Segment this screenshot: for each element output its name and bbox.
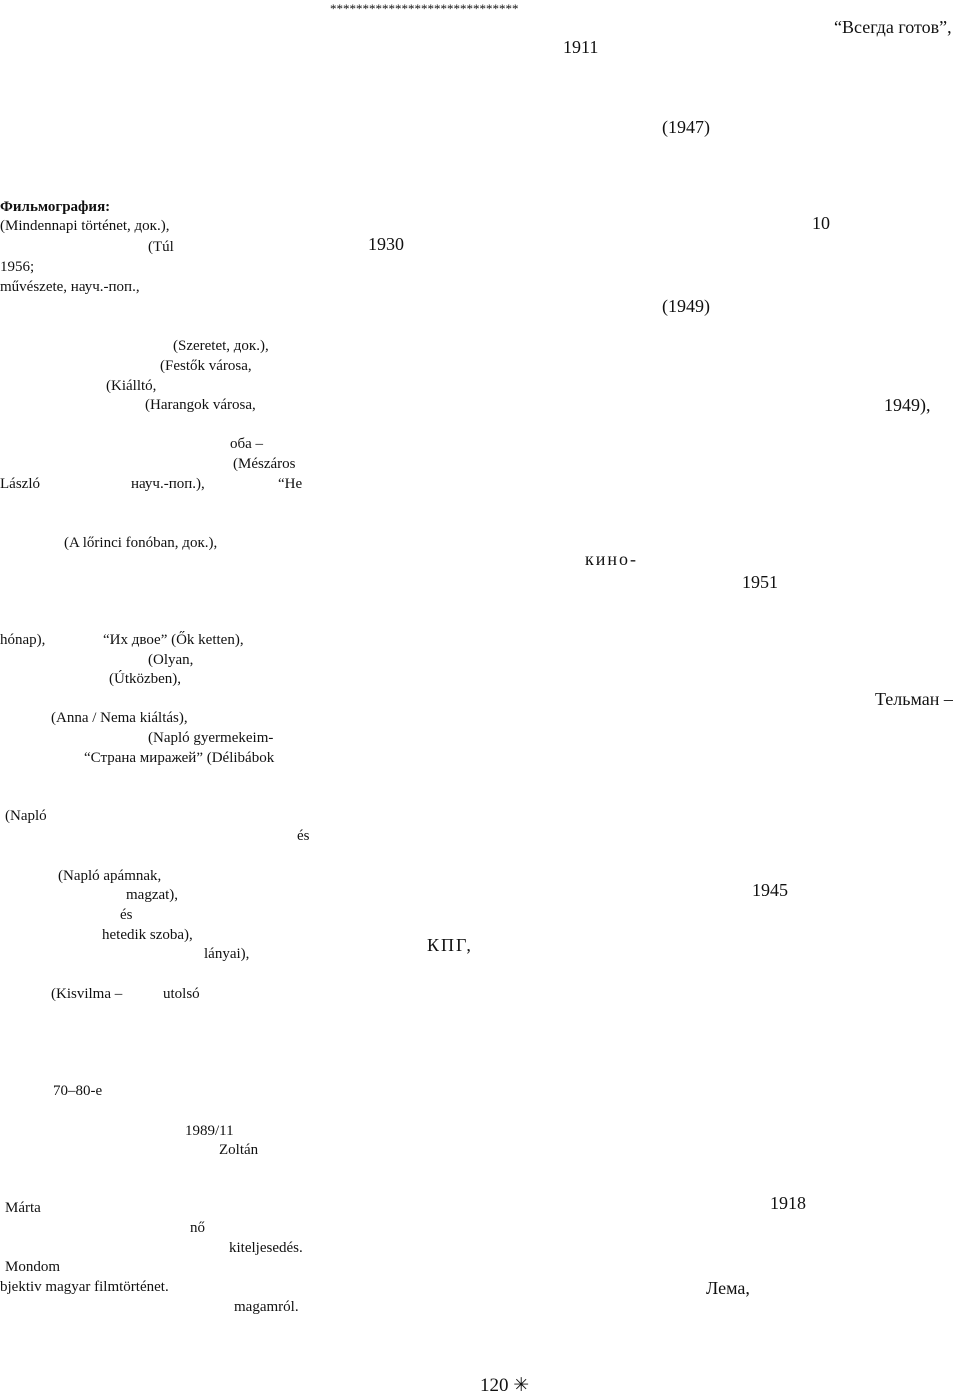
word-telman: Тельман – (875, 689, 953, 709)
filmography-line-26b: utolsó (163, 986, 200, 1002)
abbr-kpg: КПГ, (427, 935, 473, 955)
filmography-line-16: (Anna / Nema kiáltás), (51, 710, 188, 726)
year-1951: 1951 (742, 572, 778, 592)
year-1949-paren: (1949) (662, 296, 710, 316)
filmography-line-11b: науч.-поп.), (131, 476, 205, 492)
filmography-line-6: (Festők városa, (160, 358, 252, 374)
filmography-line-8: (Harangok városa, (145, 397, 256, 413)
filmography-line-24: hetedik szoba), (102, 927, 193, 943)
filmography-line-4: művészete, науч.-поп., (0, 279, 140, 295)
filmography-line-18: “Страна миражей” (Délibábok (84, 750, 275, 766)
year-1949-close: 1949), (884, 395, 931, 415)
filmography-line-21: (Napló apámnak, (58, 868, 162, 884)
text-no: nő (190, 1220, 205, 1236)
filmography-line-11c: “Не (278, 476, 303, 492)
filmography-line-25: lányai), (204, 946, 250, 962)
year-1930: 1930 (368, 234, 404, 254)
quote-vsegda-gotov: “Всегда готов”, (834, 17, 952, 37)
filmography-line-17: (Napló gyermekeim- (148, 730, 274, 746)
filmography-line-11a: László (0, 476, 40, 492)
text-70-80: 70–80-е (53, 1083, 103, 1099)
page-number: 120 ✳ (480, 1375, 530, 1394)
filmography-line-20: és (297, 828, 310, 844)
text-1989-11: 1989/11 (185, 1123, 234, 1139)
filmography-line-1: (Mindennapi történet, док.), (0, 218, 170, 234)
text-filmtortenet: bjektiv magyar filmtörténet. (0, 1279, 169, 1295)
text-magamrol: magamról. (234, 1299, 299, 1315)
filmography-line-13b: “Их двое” (Ők ketten), (103, 632, 244, 648)
filmography-line-23: és (120, 907, 133, 923)
filmography-line-13a: hónap), (0, 632, 46, 648)
year-1918: 1918 (770, 1193, 806, 1213)
filmography-line-9: оба – (230, 436, 264, 452)
word-lema: Лема, (706, 1278, 750, 1298)
year-1945: 1945 (752, 880, 788, 900)
text-mondom: Mondom (5, 1259, 61, 1275)
filmography-line-26a: (Kisvilma – (51, 986, 123, 1002)
number-10: 10 (812, 213, 830, 233)
year-1947: (1947) (662, 117, 710, 137)
filmography-label: Фильмография: (0, 199, 111, 215)
filmography-line-15: (Útközben), (109, 671, 182, 687)
filmography-line-5: (Szeretet, док.), (173, 338, 269, 354)
year-1911: 1911 (563, 37, 599, 57)
filmography-line-19: (Napló (5, 808, 47, 824)
text-marta: Márta (5, 1200, 41, 1216)
filmography-line-12: (A lőrinci fonóban, док.), (64, 535, 218, 551)
filmography-line-10: (Mészáros (233, 456, 296, 472)
filmography-line-14: (Olyan, (148, 652, 194, 668)
text-zoltan: Zoltán (219, 1142, 259, 1158)
text-kiteljesedes: kiteljesedés. (229, 1240, 303, 1256)
filmography-line-22: magzat), (126, 887, 179, 903)
filmography-line-7: (Kiálltó, (106, 378, 157, 394)
header-stars: ***************************** (330, 1, 519, 16)
filmography-line-3: 1956; (0, 259, 35, 275)
word-kino: кино- (585, 549, 639, 569)
filmography-line-2: (Túl (148, 239, 174, 255)
